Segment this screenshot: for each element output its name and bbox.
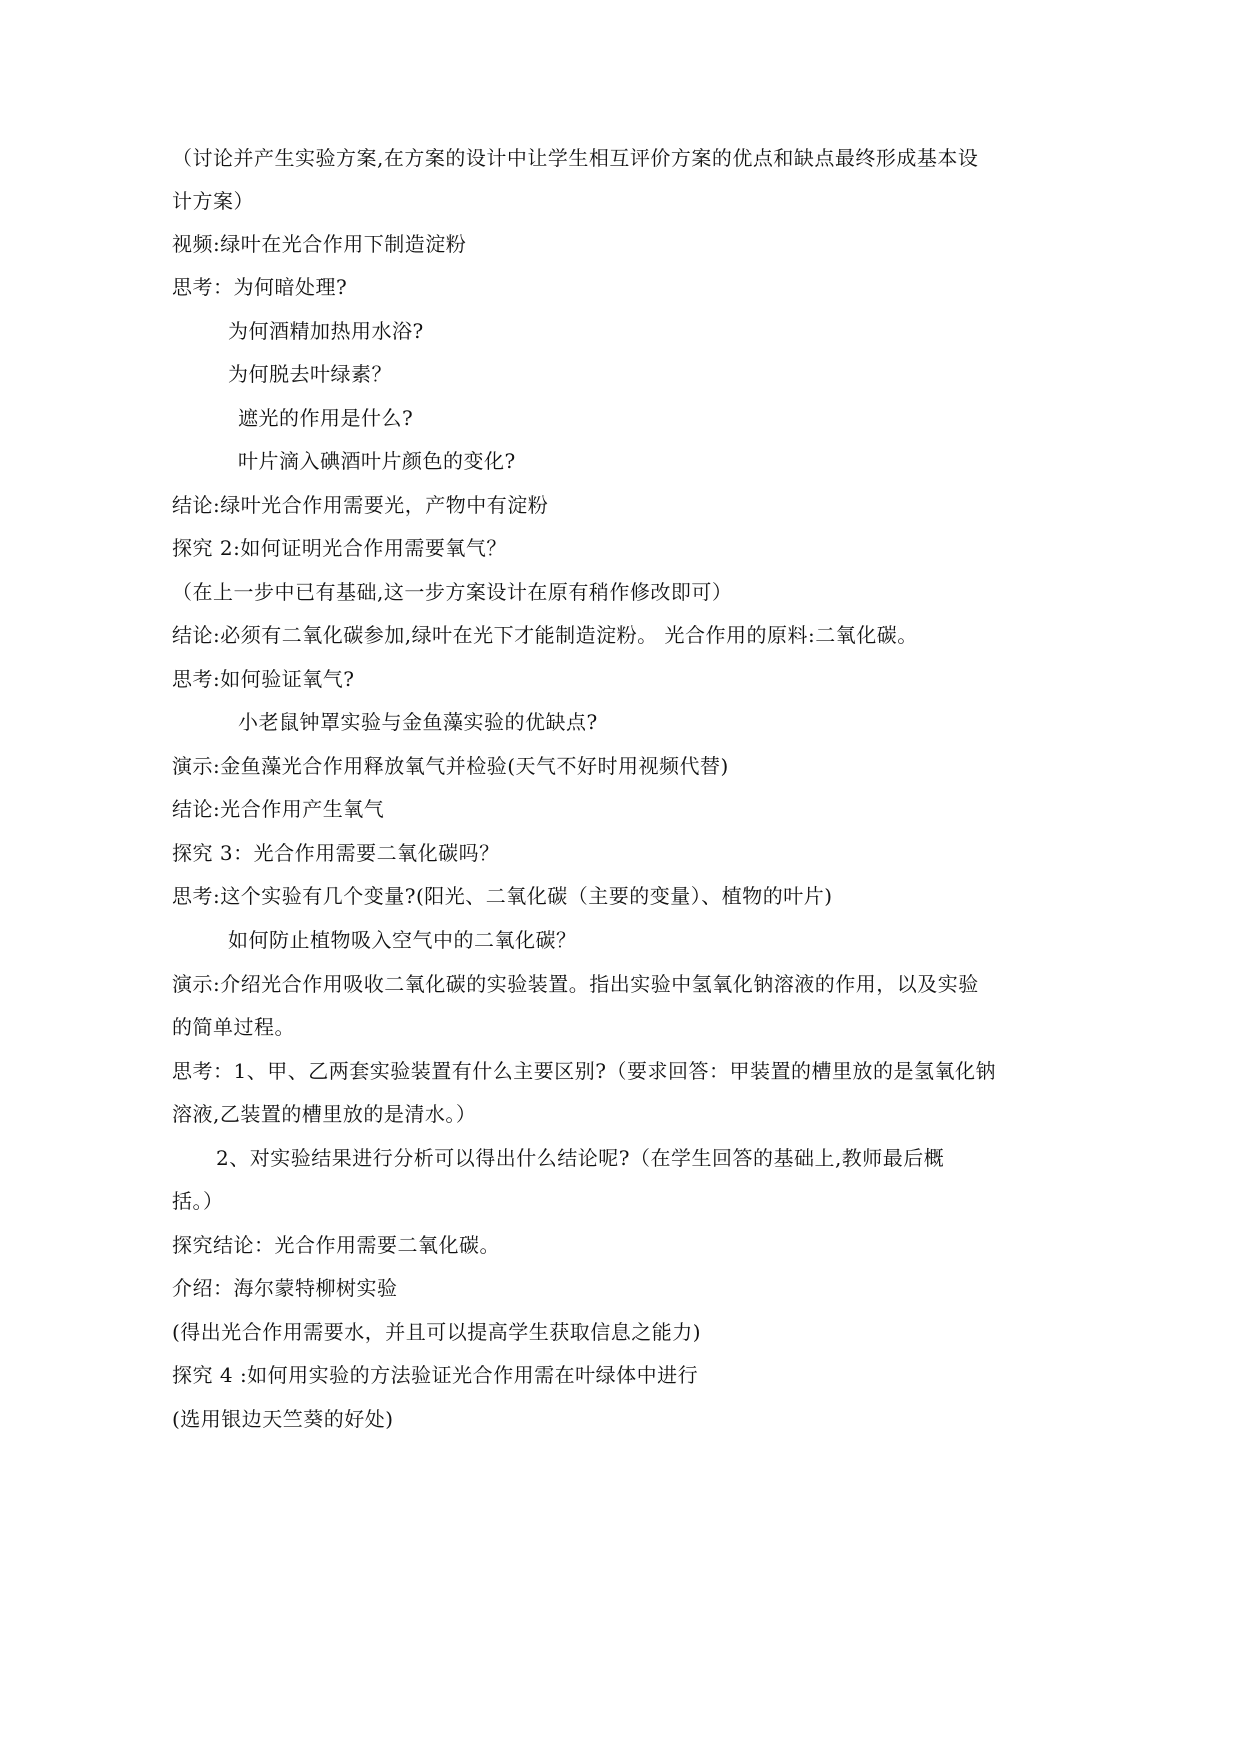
- text-line: 叶片滴入碘酒叶片颜色的变化?: [238, 449, 516, 473]
- text-line: 如何防止植物吸入空气中的二氧化碳？: [228, 928, 577, 952]
- text-line: 为何酒精加热用水浴?: [228, 319, 424, 343]
- text-line: 思考：为何暗处理?: [172, 275, 348, 299]
- text-line: (选用银边天竺葵的好处): [172, 1407, 394, 1431]
- text-line: 结论:光合作用产生氧气: [172, 797, 385, 821]
- text-line: 计方案）: [172, 189, 254, 213]
- text-line: 结论:绿叶光合作用需要光，产物中有淀粉: [172, 493, 549, 517]
- text-line: 溶液,乙装置的槽里放的是清水。）: [172, 1102, 477, 1126]
- text-line: 探究 2:如何证明光合作用需要氧气？: [172, 536, 507, 560]
- text-line: 思考:如何验证氧气?: [172, 667, 355, 691]
- text-line: 演示:金鱼藻光合作用释放氧气并检验(天气不好时用视频代替): [172, 754, 729, 778]
- text-line: 思考:这个实验有几个变量?(阳光、二氧化碳（主要的变量）、植物的叶片): [172, 884, 833, 908]
- text-line: 探究结论：光合作用需要二氧化碳。: [172, 1233, 500, 1257]
- text-line: (得出光合作用需要水，并且可以提高学生获取信息之能力): [172, 1320, 702, 1344]
- text-line: 思考：1、甲、乙两套实验装置有什么主要区别?（要求回答：甲装置的槽里放的是氢氧化钠: [172, 1059, 996, 1083]
- text-line: 演示:介绍光合作用吸收二氧化碳的实验装置。指出实验中氢氧化钠溶液的作用，以及实验: [172, 972, 979, 996]
- text-line: （讨论并产生实验方案,在方案的设计中让学生相互评价方案的优点和缺点最终形成基本设: [172, 146, 979, 170]
- text-line: 结论:必须有二氧化碳参加,绿叶在光下才能制造淀粉。 光合作用的原料:二氧化碳。: [172, 623, 918, 647]
- text-line: 括。）: [172, 1189, 224, 1213]
- text-line: 介绍：海尔蒙特柳树实验: [172, 1276, 398, 1300]
- text-line: （在上一步中已有基础,这一步方案设计在原有稍作修改即可）: [172, 580, 733, 604]
- text-line: 的简单过程。: [172, 1015, 295, 1039]
- text-line: 探究 4 :如何用实验的方法验证光合作用需在叶绿体中进行: [172, 1363, 699, 1387]
- text-line: 遮光的作用是什么?: [238, 406, 414, 430]
- text-line: 探究 3：光合作用需要二氧化碳吗？: [172, 841, 500, 865]
- text-line: 2、对实验结果进行分析可以得出什么结论呢?（在学生回答的基础上,教师最后概: [216, 1146, 945, 1170]
- text-line: 为何脱去叶绿素？: [228, 362, 392, 386]
- text-line: 小老鼠钟罩实验与金鱼藻实验的优缺点?: [238, 710, 598, 734]
- text-line: 视频:绿叶在光合作用下制造淀粉: [172, 232, 467, 256]
